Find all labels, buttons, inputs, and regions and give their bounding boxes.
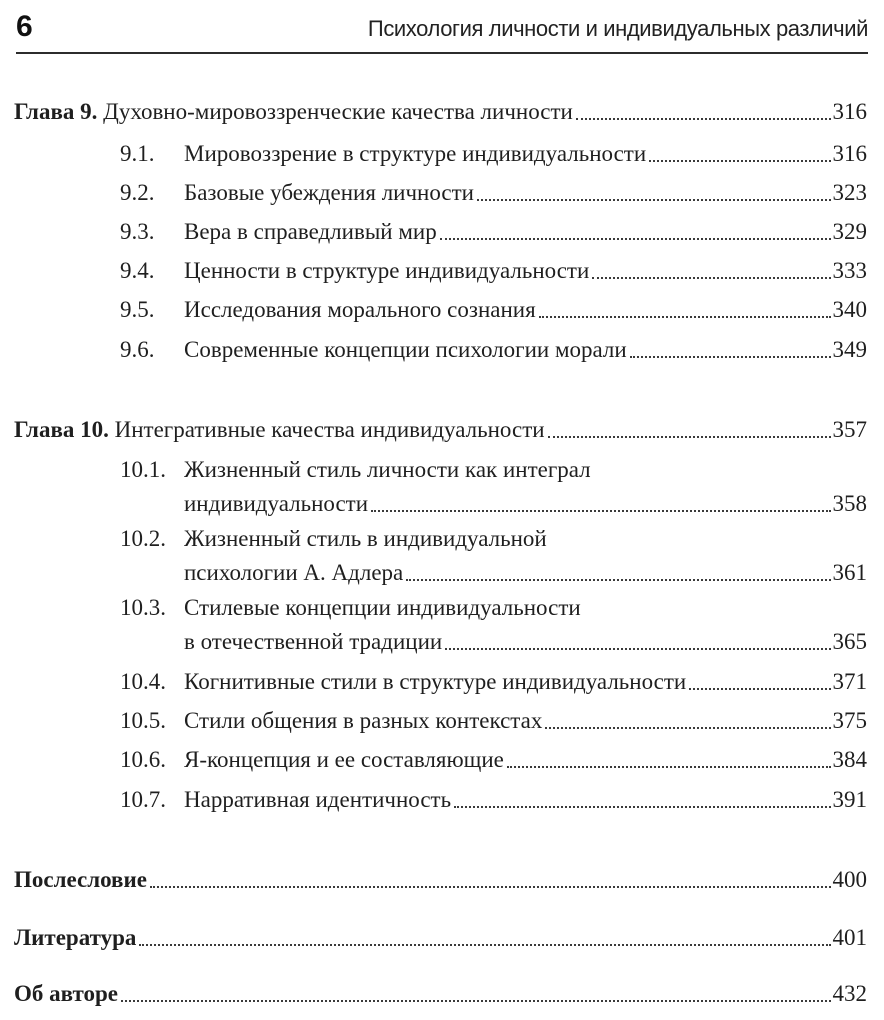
toc-section-10-2[interactable] xyxy=(120,525,867,587)
page-ref: 375 xyxy=(832,708,867,733)
page-ref: 329 xyxy=(832,219,867,244)
section-title-line2: в отечественной традиции xyxy=(184,629,443,654)
page-header xyxy=(16,10,868,54)
section-title-line1: Жизненный стиль в индивидуальной xyxy=(184,526,547,551)
chapter-title: Интегративные качества индивидуальности xyxy=(114,417,545,442)
page-ref: 371 xyxy=(832,669,867,694)
leader-dots xyxy=(592,276,830,279)
backmatter-title: Послесловие xyxy=(14,867,147,892)
section-title-line2: психологии А. Адлера xyxy=(184,560,404,585)
section-title: Мировоззрение в структуре индивидуальности xyxy=(184,141,647,166)
chapter-label: Глава 9. xyxy=(14,99,98,124)
page-ref: 316 xyxy=(832,141,867,166)
leader-dots xyxy=(371,509,830,512)
page-ref: 358 xyxy=(832,491,867,516)
leader-dots xyxy=(507,765,831,768)
leader-dots xyxy=(689,687,830,690)
section-title-line2: индивидуальности xyxy=(184,491,369,516)
section-title: Я-концепция и ее составляющие xyxy=(184,747,504,772)
section-title: Стили общения в разных контекстах xyxy=(184,708,543,733)
toc-section-9-4[interactable] xyxy=(120,257,867,285)
leader-dots xyxy=(545,726,830,729)
section-title: Современные концепции психологии морали xyxy=(184,337,627,362)
page-ref: 333 xyxy=(832,258,867,283)
section-number: 9.4. xyxy=(120,258,155,283)
leader-dots xyxy=(139,943,830,946)
page-ref: 340 xyxy=(832,297,867,322)
page-ref: 349 xyxy=(832,337,867,362)
toc-afterword[interactable] xyxy=(14,866,867,894)
page-ref: 391 xyxy=(832,787,867,812)
section-title: Нарративная идентичность xyxy=(184,787,452,812)
section-number: 10.1. xyxy=(120,457,166,482)
page-ref: 316 xyxy=(832,99,867,124)
section-number: 9.5. xyxy=(120,297,155,322)
section-title: Вера в справедливый мир xyxy=(184,219,437,244)
page-ref: 432 xyxy=(832,981,867,1006)
page-ref: 400 xyxy=(832,867,867,892)
leader-dots xyxy=(121,999,831,1002)
toc-section-10-5[interactable] xyxy=(120,707,867,735)
toc-section-10-4[interactable] xyxy=(120,668,867,696)
chapter-title: Духовно-мировоззренческие качества личности xyxy=(103,99,573,124)
page-ref: 384 xyxy=(832,747,867,772)
leader-dots xyxy=(548,435,831,438)
running-title: Психология личности и индивидуальных различий xyxy=(367,16,868,41)
toc-literature[interactable] xyxy=(14,924,867,952)
section-title: Базовые убеждения личности xyxy=(184,180,474,205)
section-number: 10.6. xyxy=(120,747,166,772)
section-title: Исследования морального сознания xyxy=(184,297,536,322)
leader-dots xyxy=(150,885,831,888)
toc-about-author[interactable] xyxy=(14,980,867,1008)
section-number: 10.4. xyxy=(120,669,166,694)
page-number: 6 xyxy=(16,10,33,43)
leader-dots xyxy=(454,805,830,808)
section-number: 9.6. xyxy=(120,337,155,362)
backmatter-title: Литература xyxy=(14,925,137,950)
section-number: 10.5. xyxy=(120,708,166,733)
page-ref: 357 xyxy=(832,417,867,442)
leader-dots xyxy=(440,237,831,240)
toc-section-10-1[interactable] xyxy=(120,456,867,518)
backmatter-title: Об авторе xyxy=(14,981,118,1006)
leader-dots xyxy=(406,578,830,581)
leader-dots xyxy=(445,647,830,650)
leader-dots xyxy=(649,159,830,162)
toc-chapter-10[interactable] xyxy=(14,416,867,444)
page-ref: 401 xyxy=(832,925,867,950)
section-title: Когнитивные стили в структуре индивидуальности xyxy=(184,669,687,694)
toc-section-9-1[interactable] xyxy=(120,140,867,168)
toc-section-10-6[interactable] xyxy=(120,746,867,774)
page-ref: 323 xyxy=(832,180,867,205)
section-number: 9.2. xyxy=(120,180,155,205)
section-number: 9.1. xyxy=(120,141,155,166)
page-ref: 365 xyxy=(832,629,867,654)
toc-section-10-7[interactable] xyxy=(120,786,867,814)
page-ref: 361 xyxy=(832,560,867,585)
section-title-line1: Стилевые концепции индивидуальности xyxy=(184,595,581,620)
section-number: 10.7. xyxy=(120,787,166,812)
leader-dots xyxy=(477,198,831,201)
toc-section-9-6[interactable] xyxy=(120,336,867,364)
toc-section-9-3[interactable] xyxy=(120,218,867,246)
section-title: Ценности в структуре индивидуальности xyxy=(184,258,590,283)
leader-dots xyxy=(630,355,831,358)
section-number: 10.3. xyxy=(120,595,166,620)
toc-section-9-5[interactable] xyxy=(120,296,867,324)
toc-section-9-2[interactable] xyxy=(120,179,867,207)
toc-chapter-9[interactable] xyxy=(14,98,867,126)
leader-dots xyxy=(576,117,831,120)
toc-section-10-3[interactable] xyxy=(120,594,867,656)
section-number: 9.3. xyxy=(120,219,155,244)
section-title-line1: Жизненный стиль личности как интеграл xyxy=(184,457,591,482)
section-number: 10.2. xyxy=(120,526,166,551)
chapter-label: Глава 10. xyxy=(14,417,109,442)
leader-dots xyxy=(539,315,831,318)
